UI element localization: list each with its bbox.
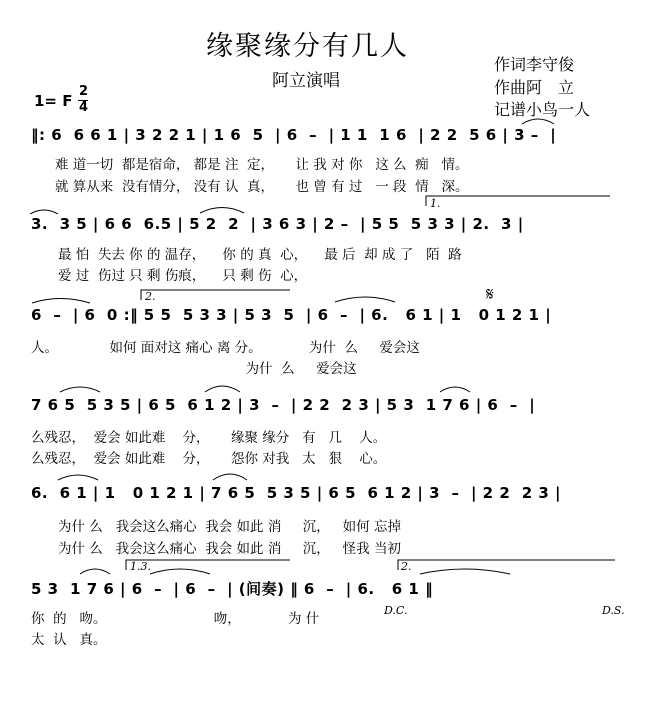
score-row-2-lyrics-verse-2: 爱 过 伤过 只 剩 伤痕， 只 剩 伤 心， xyxy=(58,268,308,284)
volta-4-label: 2. xyxy=(401,560,412,573)
score-row-2-notes: 3. 3 5 | 6 6 6.5 | 5 2 2 | 3 6 3 | 2 – | 5 5 5 3 3 | 2. 3 | xyxy=(31,215,524,233)
slur xyxy=(420,569,510,574)
score-row-1-lyrics-verse-2: 就 算从来 没有情分， 没有 认 真， 也 曾 有 过 一 段 情 深。 xyxy=(55,179,469,195)
score-row-5-lyrics-verse-2: 为什 么 我会这么痛心 我会 如此 消 沉， 怪我 当初 xyxy=(58,541,401,557)
slur xyxy=(60,387,100,392)
dal-segno-mark: D.S. xyxy=(602,604,625,617)
slur xyxy=(522,119,554,124)
time-signature-bottom: 4 xyxy=(79,100,89,115)
slur xyxy=(58,475,98,480)
slur xyxy=(30,210,58,214)
score-row-3-lyrics-verse-2: 为什 么 爱会这 xyxy=(31,361,357,377)
da-capo-mark: D.C. xyxy=(384,604,408,617)
score-row-4-lyrics-verse-2: 么残忍， 爱会 如此难 分， 怨你 对我 太 狠 心。 xyxy=(31,451,387,467)
score-row-6-lyrics-verse-1: 你 的 吻。 吻， 为 什 xyxy=(31,611,320,627)
volta-bracket-4 xyxy=(398,560,615,570)
lyricist-credit: 作词李守俊 xyxy=(494,55,575,74)
score-row-3-lyrics-verse-1: 人。 如何 面对这 痛心 离 分。 为什 么 爱会这 xyxy=(31,340,420,356)
score-row-1-lyrics-verse-1: 难 道一切 都是宿命， 都是 注 定， 让 我 对 你 这 么 痴 情。 xyxy=(55,157,469,173)
composer-credit: 作曲阿 立 xyxy=(494,78,575,97)
score-row-5-lyrics-verse-1: 为什 么 我会这么痛心 我会 如此 消 沉， 如何 忘掉 xyxy=(58,519,401,535)
segno-icon: 𝄋 xyxy=(486,284,494,305)
slur xyxy=(440,387,470,392)
slur xyxy=(80,569,110,574)
slur xyxy=(335,297,395,302)
time-signature-top: 2 xyxy=(79,84,89,99)
slur xyxy=(200,208,244,214)
score-row-5-notes: 6. 6 1 | 1 0 1 2 1 | 7 6 5 5 3 5 | 6 5 6 1 2 | 3 – | 2 2 2 3 | xyxy=(31,484,561,502)
key-signature: 1= F xyxy=(34,92,73,110)
volta-bracket-1 xyxy=(426,196,610,206)
score-row-4-notes: 7 6 5 5 3 5 | 6 5 6 1 2 | 3 – | 2 2 2 3 | 5 3 1 7 6 | 6 – | xyxy=(31,396,536,414)
slur xyxy=(213,474,247,480)
singer-credit: 阿立演唱 xyxy=(272,71,340,91)
slur xyxy=(150,569,210,574)
score-row-3-notes: 6 – | 6 0 :‖ 5 5 5 3 3 | 5 3 5 | 6 – | 6. 6 1 | 1 0 1 2 1 | xyxy=(31,306,552,324)
score-row-1-notes: ‖: 6 6 6 1 | 3 2 2 1 | 1 6 5 | 6 – | 1 1 1 6 | 2 2 5 6 | 3 – | xyxy=(31,126,557,144)
score-row-4-lyrics-verse-1: 么残忍， 爱会 如此难 分， 缘聚 缘分 有 几 人。 xyxy=(31,430,387,446)
song-title: 缘聚缘分有几人 xyxy=(206,31,409,62)
score-row-6-lyrics-verse-2: 太 认 真。 xyxy=(31,632,107,648)
volta-1-label: 1. xyxy=(430,197,441,210)
slur xyxy=(205,386,240,392)
volta-bracket-3 xyxy=(126,560,290,570)
score-row-2-lyrics-verse-1: 最 怕 失去 你 的 温存， 你 的 真 心， 最 后 却 成 了 陌 路 xyxy=(58,247,462,263)
transcriber-credit: 记谱小鸟一人 xyxy=(494,100,591,119)
volta-2-label: 2. xyxy=(145,290,156,303)
volta-3-label: 1.3. xyxy=(130,560,151,573)
slur xyxy=(32,299,90,304)
score-row-6-notes: 5 3 1 7 6 | 6 – | 6 – | (间奏) ‖ 6 – | 6. 6 1 ‖ xyxy=(31,580,434,598)
volta-bracket-2 xyxy=(141,290,290,300)
